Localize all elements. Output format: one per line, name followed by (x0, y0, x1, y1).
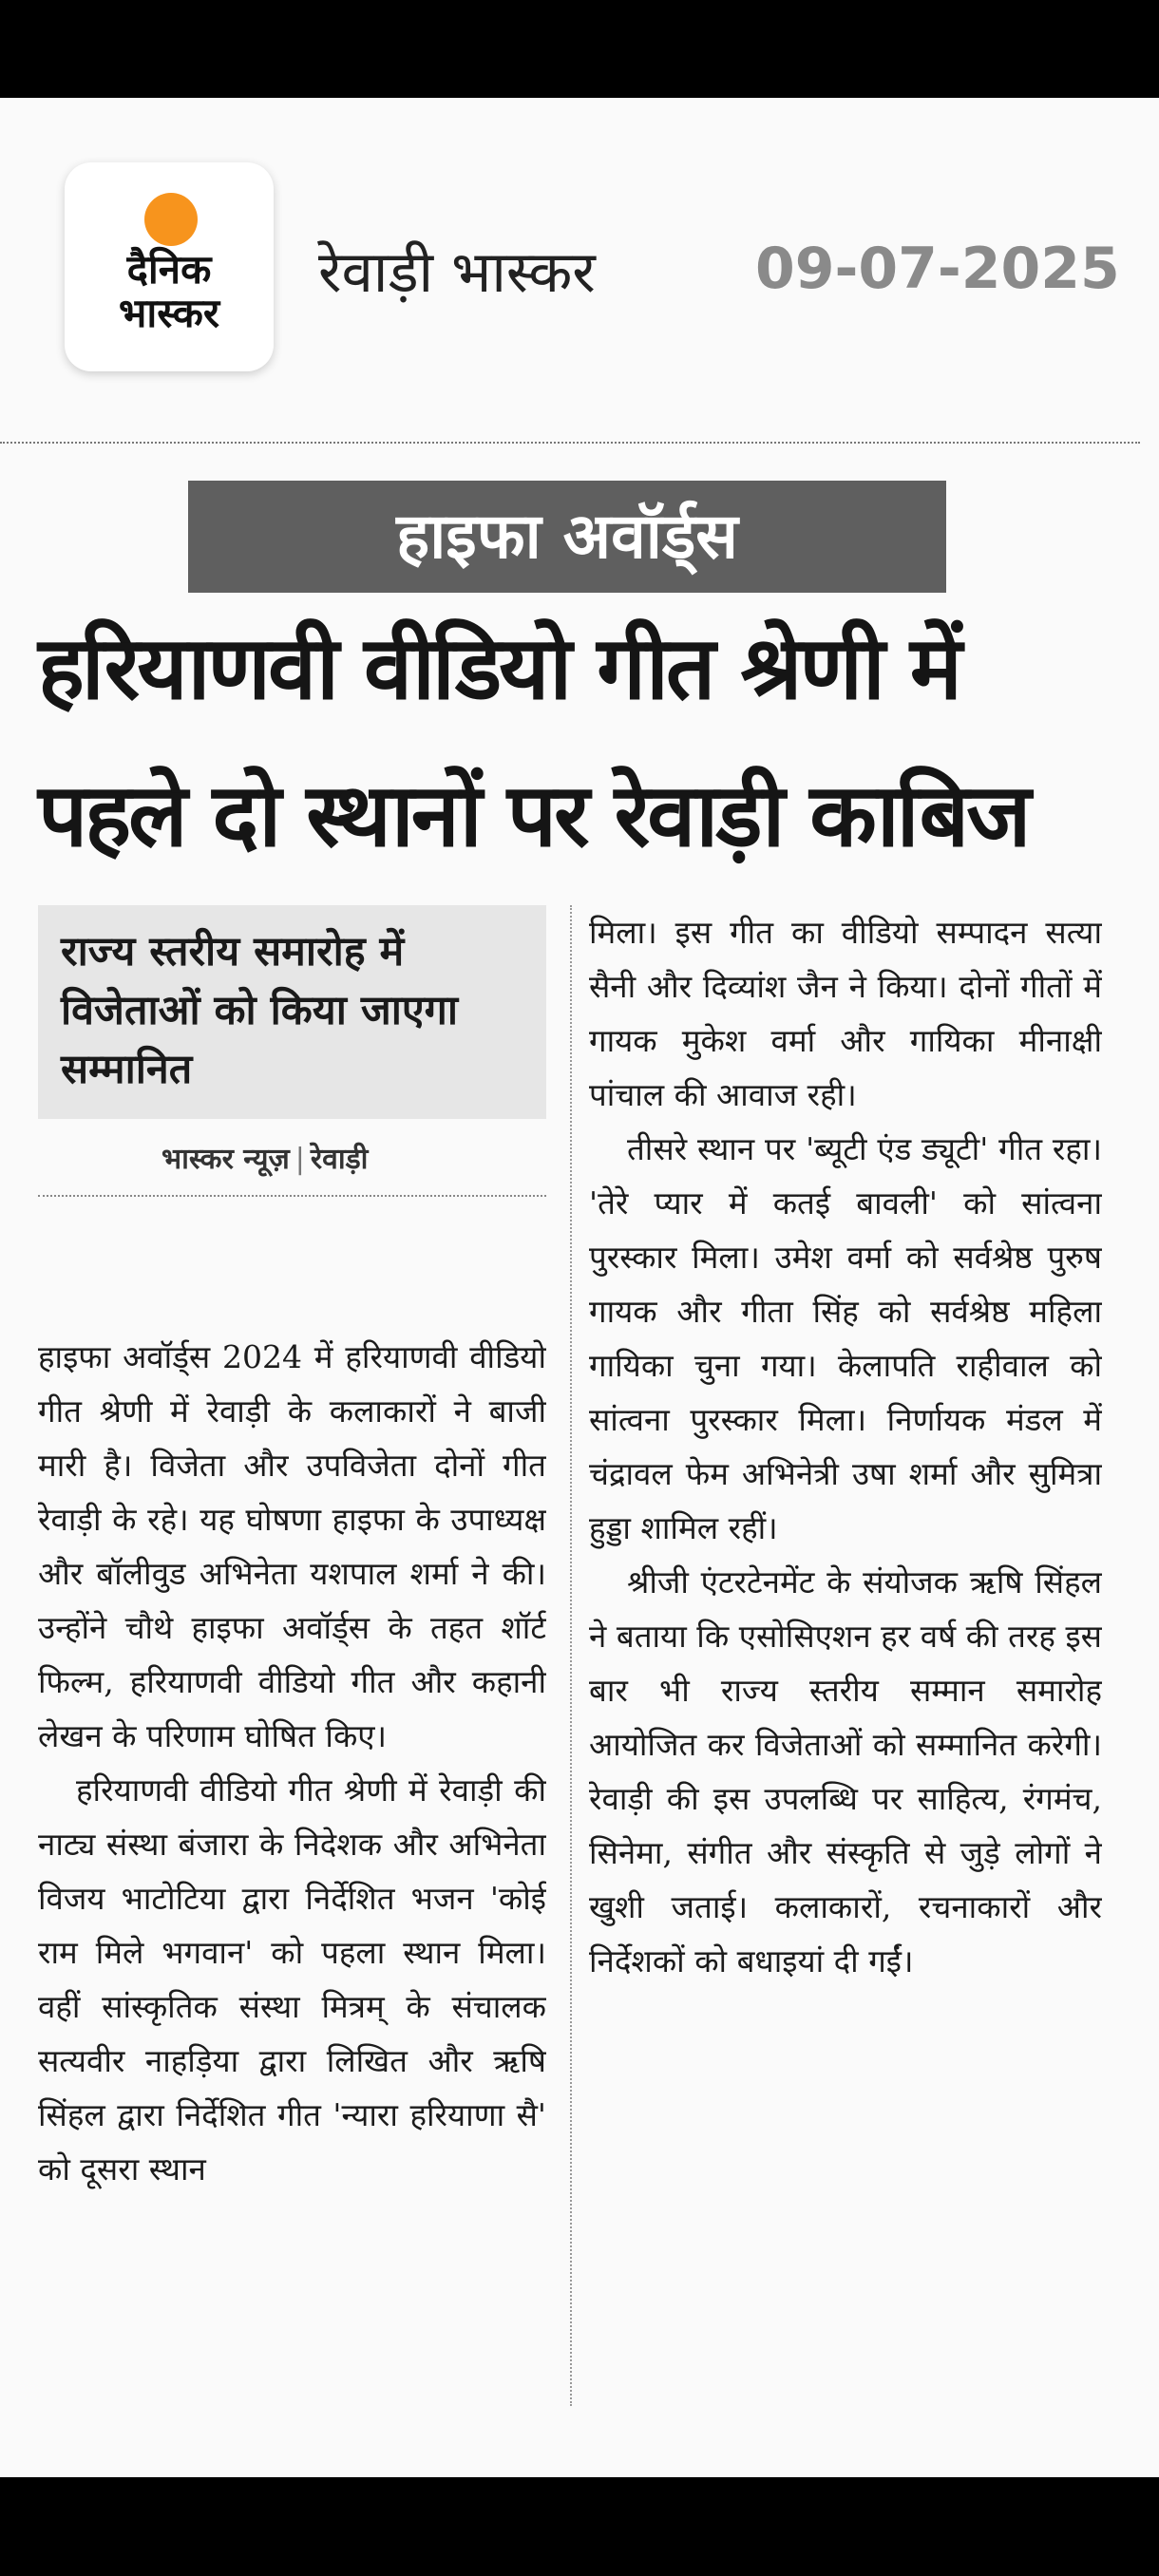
masthead-title: रेवाड़ी भास्कर (318, 239, 596, 306)
article-column-left (38, 1330, 546, 2413)
article-kicker: हाइफा अवॉर्ड्स (188, 481, 946, 593)
logo-wordmark (65, 248, 274, 335)
column-divider (570, 905, 572, 2406)
headline-line-1: हरियाणवी वीडियो गीत श्रेणी में (38, 617, 960, 719)
dainik-bhaskar-logo (65, 162, 274, 371)
logo-line-1: दैनिक (126, 246, 212, 293)
paragraph: मिला। इस गीत का वीडियो सम्पादन सत्या सैनी और दिव्यांश जैन ने किया। दोनों गीतों में गायक मुकेश वर्मा और गायिका मीनाक्षी पांचाल की आवाज रही। (589, 914, 1102, 1113)
subheadline-box (38, 905, 546, 1119)
subheadline: राज्य स्तरीय समारोह में विजेताओं को किया जाएगा सम्मानित (61, 928, 459, 1093)
byline-source: भास्कर न्यूज़ (162, 1143, 290, 1176)
logo-line-2: भास्कर (118, 290, 220, 336)
headline-line-2: पहले दो स्थानों पर रेवाड़ी काबिज (38, 765, 1029, 866)
article-column-right (589, 905, 1102, 2415)
byline-separator: | (294, 1143, 305, 1176)
byline-place: रेवाड़ी (310, 1143, 369, 1176)
clipping-top-divider (0, 442, 1140, 444)
paragraph: हाइफा अवॉर्ड्स 2024 में हरियाणवी वीडियो गीत श्रेणी में रेवाड़ी के कलाकारों ने बाजी मारी है। विजेता और उपविजेता दोनों गीत रेवाड़ी के रहे। यह घोषणा हाइफा के उपाध्यक्ष और बॉलीवुड अभिनेता यशपाल शर्मा ने की। उन्होंने चौथे हाइफा अवॉर्ड्स के तहत शॉर्ट फिल्म, हरियाणवी वीडियो गीत और कहानी लेखन के परिणाम घोषित किए। (38, 1338, 546, 1754)
paragraph: श्रीजी एंटरटेनमेंट के संयोजक ऋषि सिंहल ने बताया कि एसोसिएशन हर वर्ष की तरह इस बार भी राज्य स्तरीय सम्मान समारोह आयोजित कर विजेताओं को सम्मानित करेगी। रेवाड़ी की इस उपलब्धि पर साहित्य, रंगमंच, सिनेमा, संगीत और संस्कृति से जुड़े लोगों ने खुशी जताई। कलाकारों, रचनाकारों और निर्देशकों को बधाइयां दी गईं। (589, 1563, 1102, 1979)
paragraph: हरियाणवी वीडियो गीत श्रेणी में रेवाड़ी की नाट्य संस्था बंजारा के निदेशक और अभिनेता विजय भाटोटिया द्वारा निर्देशित भजन 'कोई राम मिले भगवान' को पहला स्थान मिला। वहीं सांस्कृतिक संस्था मित्रम् के संचालक सत्यवीर नाहड़िया द्वारा लिखित और ऋषि सिंहल द्वारा निर्देशित गीत 'न्यारा हरियाणा सै' को दूसरा स्थान (38, 1771, 546, 2188)
paragraph: तीसरे स्थान पर 'ब्यूटी एंड ड्यूटी' गीत रहा। 'तेरे प्यार में कतई बावली' को सांत्वना पुरस्कार मिला। उमेश वर्मा को सर्वश्रेष्ठ पुरुष गायक और गीता सिंह को सर्वश्रेष्ठ महिला गायिका चुना गया। केलापति राहीवाल को सांत्वना पुरस्कार मिला। निर्णायक मंडल में चंद्रावल फेम अभिनेत्री उषा शर्मा और सुमित्रा हुड्डा शामिल रहीं। (589, 1130, 1102, 1546)
byline (162, 1138, 368, 1177)
sun-logo-icon (144, 193, 198, 246)
byline-divider (38, 1195, 546, 1197)
news-clipping-page (0, 98, 1159, 2477)
publication-date: 09-07-2025 (755, 236, 1120, 302)
